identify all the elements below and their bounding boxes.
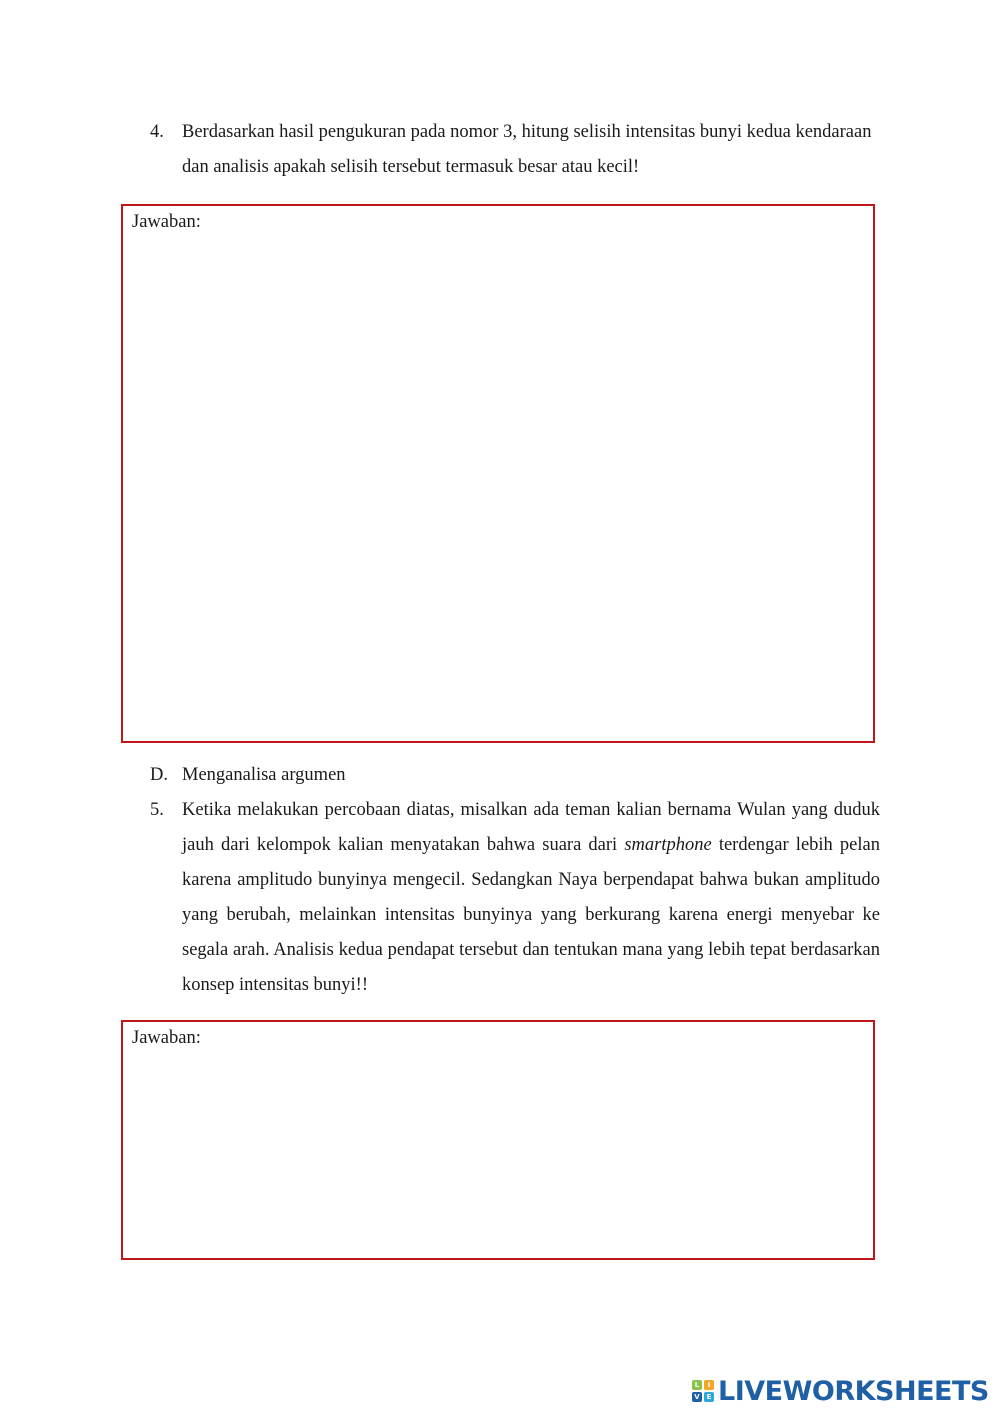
answer-label: Jawaban: bbox=[132, 1028, 201, 1048]
question-text-part: Ketika melakukan percobaan diatas, misalkan ada teman kalian bernama Wulan yang duduk jauh dari kelompok kalian menyatakan bahwa suara dari bbox=[182, 800, 880, 855]
question-text: Berdasarkan hasil pengukuran pada nomor 3, hitung selisih intensitas bunyi kedua kendaraan dan analisis apakah selisih tersebut termasuk besar atau kecil! bbox=[182, 122, 872, 177]
question-number: 4. bbox=[150, 122, 164, 142]
question-text-italic: smartphone bbox=[624, 835, 712, 855]
liveworksheets-logo bbox=[692, 1374, 989, 1408]
answer-box-5[interactable] bbox=[121, 1020, 875, 1260]
question-4 bbox=[150, 115, 880, 185]
logo-text: LIVEWORKSHEETS bbox=[718, 1375, 989, 1407]
question-text-part: terdengar lebih pelan karena amplitudo bunyinya mengecil. Sedangkan Naya berpendapat bahwa bukan amplitudo yang berubah, melainkan intensitas bunyinya yang berkurang karena energi menyebar ke segala arah. Analisis kedua pendapat tersebut dan tentukan mana yang lebih tepat berdasarkan konsep intensitas bunyi!! bbox=[182, 835, 880, 995]
section-title: Menganalisa argumen bbox=[182, 765, 346, 785]
section-letter: D. bbox=[150, 765, 168, 785]
section-d-heading bbox=[150, 758, 880, 793]
answer-label: Jawaban: bbox=[132, 212, 201, 232]
question-5 bbox=[150, 793, 880, 1003]
logo-letter: E bbox=[704, 1392, 714, 1402]
question-text bbox=[182, 793, 880, 1003]
question-number: 5. bbox=[150, 800, 164, 820]
logo-letter: L bbox=[692, 1380, 702, 1390]
logo-letter: I bbox=[704, 1380, 714, 1390]
logo-letter: V bbox=[692, 1392, 702, 1402]
answer-box-4[interactable] bbox=[121, 204, 875, 743]
logo-mark-icon bbox=[692, 1380, 714, 1402]
